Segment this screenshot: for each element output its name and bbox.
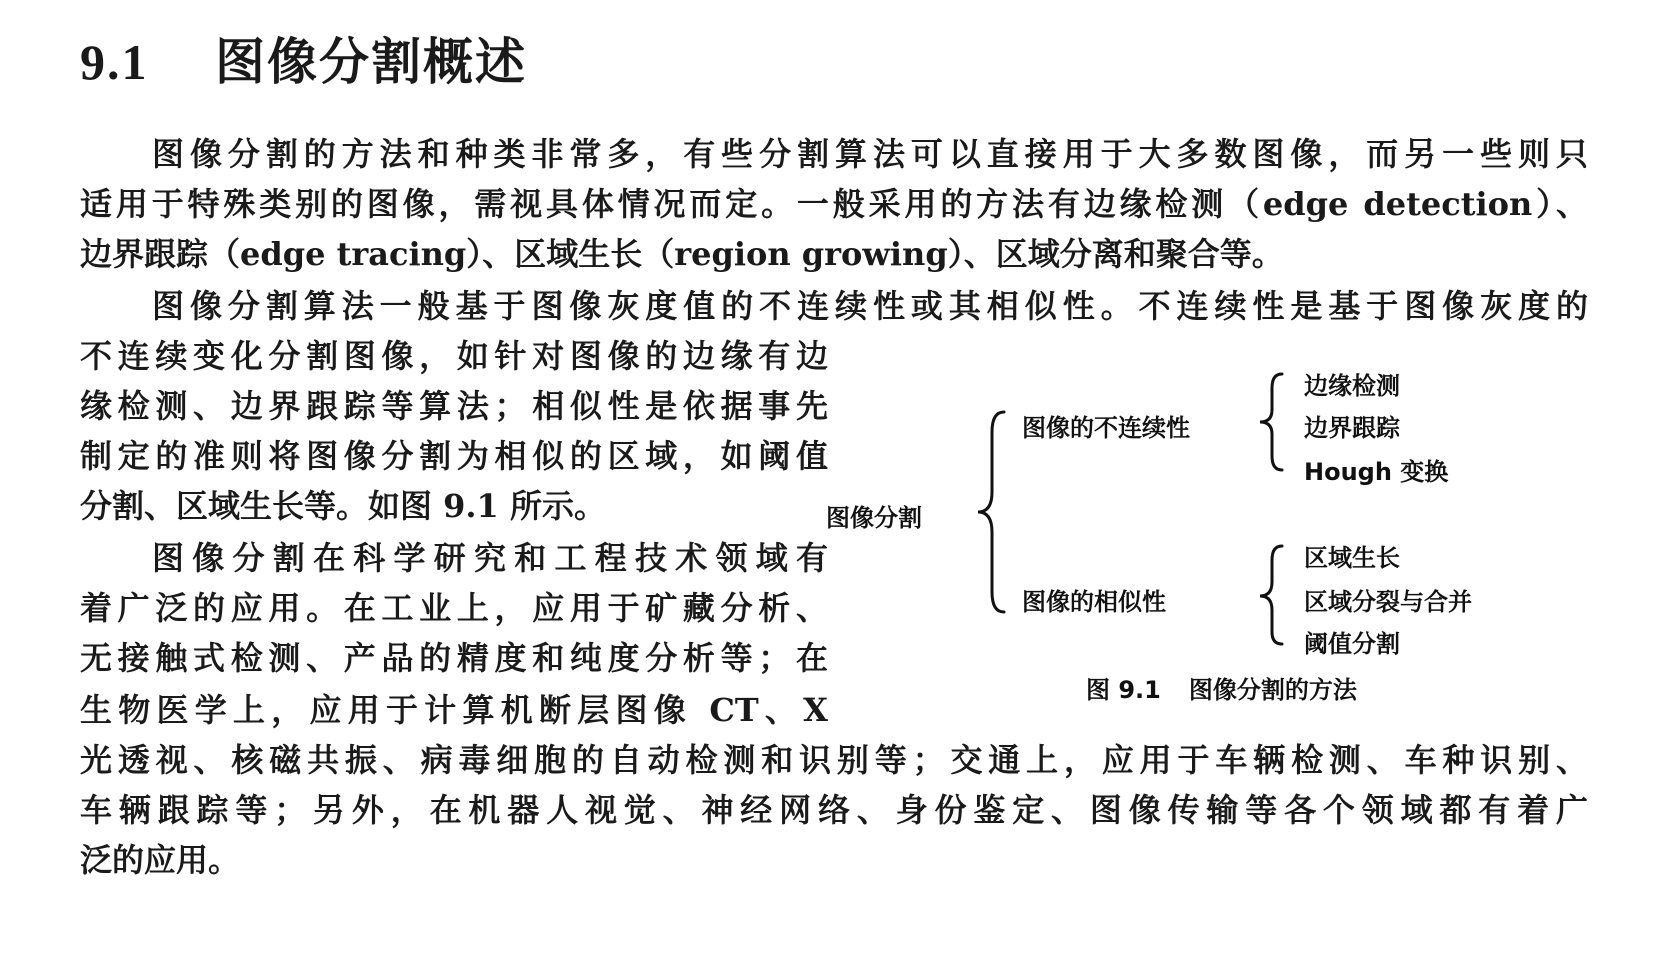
paragraph-line: 图像分割算法一般基于图像灰度值的不连续性或其相似性。不连续性是基于图像灰度的	[152, 287, 1588, 325]
diagram-leaf-label: 边缘检测	[1304, 372, 1400, 400]
diagram-branch-label: 图像的相似性	[1022, 588, 1166, 616]
branch-brace-upper	[1260, 374, 1282, 470]
root-brace	[978, 412, 1004, 612]
paragraph-line: 无接触式检测、产品的精度和纯度分析等；在	[80, 639, 828, 677]
section-number: 9.1	[80, 34, 149, 90]
paragraph-line: 图像分割在科学研究和工程技术领域有	[152, 539, 828, 577]
paragraph-line: 着广泛的应用。在工业上，应用于矿藏分析、	[80, 589, 828, 627]
figure-caption	[1086, 670, 1357, 705]
figure-caption-number: 图 9.1	[1086, 676, 1161, 704]
diagram-leaf-label: 阈值分割	[1304, 630, 1400, 658]
section-heading	[80, 22, 527, 102]
diagram-root-label: 图像分割	[826, 504, 922, 532]
diagram-branch-label: 图像的不连续性	[1022, 414, 1190, 442]
figure-caption-text: 图像分割的方法	[1188, 676, 1357, 704]
figure-segmentation-methods	[826, 360, 1628, 760]
branch-brace-lower	[1260, 546, 1282, 644]
paragraph-line: 图像分割的方法和种类非常多，有些分割算法可以直接用于大多数图像，而另一些则只	[152, 135, 1588, 173]
paragraph-line: 适用于特殊类别的图像，需视具体情况而定。一般采用的方法有边缘检测（edge detection）、	[80, 185, 1588, 223]
paragraph-line: 光透视、核磁共振、病毒细胞的自动检测和识别等；交通上，应用于车辆检测、车种识别、	[80, 741, 1588, 779]
paragraph-line: 泛的应用。	[80, 841, 241, 879]
section-title: 图像分割概述	[215, 32, 527, 91]
diagram-leaf-label: 区域分裂与合并	[1304, 588, 1472, 616]
paragraph-line: 缘检测、边界跟踪等算法；相似性是依据事先	[80, 387, 828, 425]
paragraph-line: 制定的准则将图像分割为相似的区域，如阈值	[80, 437, 828, 475]
paragraph-line: 边界跟踪（edge tracing）、区域生长（region growing）、区域分离和聚合等。	[80, 235, 1284, 273]
diagram-leaf-label: 边界跟踪	[1304, 414, 1400, 442]
paragraph-line: 不连续变化分割图像，如针对图像的边缘有边	[80, 337, 828, 375]
diagram-leaf-label: Hough 变换	[1304, 458, 1449, 486]
diagram-leaf-label: 区域生长	[1304, 544, 1400, 572]
paragraph-line: 生物医学上，应用于计算机断层图像 CT、X	[80, 691, 828, 729]
paragraph-line: 分割、区域生长等。如图 9.1 所示。	[80, 487, 606, 525]
paragraph-line: 车辆跟踪等；另外，在机器人视觉、神经网络、身份鉴定、图像传输等各个领域都有着广	[80, 791, 1588, 829]
